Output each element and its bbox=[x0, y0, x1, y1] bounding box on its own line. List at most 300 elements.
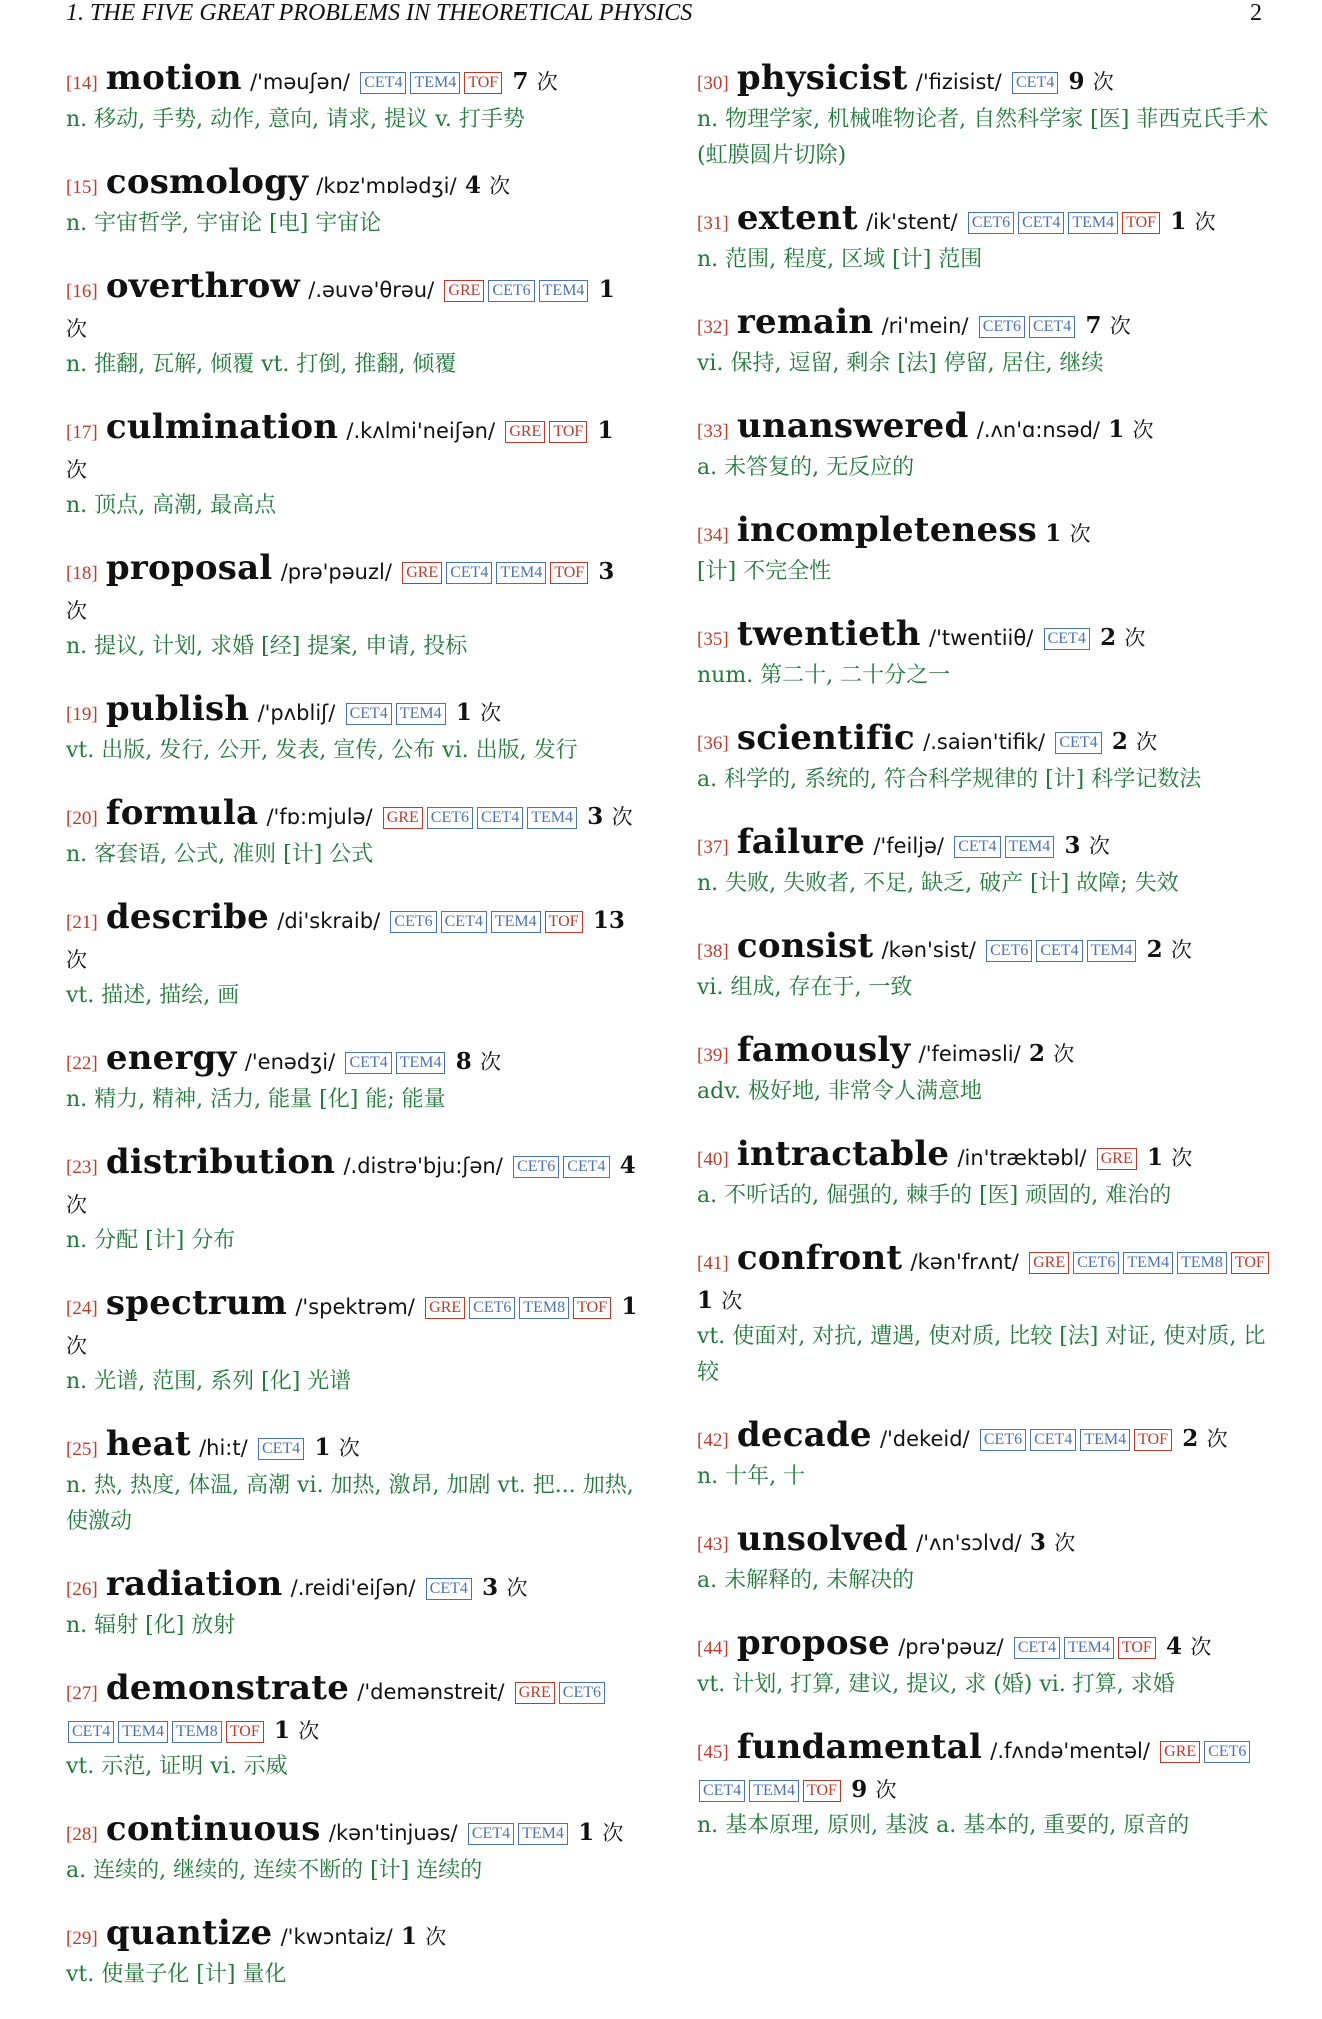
entry-head bbox=[697, 1417, 1272, 1459]
entry-head bbox=[697, 1625, 1272, 1667]
entry-head bbox=[66, 409, 640, 488]
exam-tag-cet4: CET4 bbox=[441, 911, 487, 933]
exam-tag-cet6: CET6 bbox=[513, 1156, 559, 1178]
exam-tag-tem4: TEM4 bbox=[527, 807, 577, 829]
vocab-entry bbox=[697, 824, 1272, 902]
count-unit: 次 bbox=[1124, 626, 1146, 650]
entry-head bbox=[697, 1521, 1272, 1563]
occurrence-count: 1 bbox=[597, 417, 614, 444]
entry-head bbox=[66, 1426, 640, 1468]
entry-head bbox=[66, 1670, 640, 1749]
exam-tag-cet6: CET6 bbox=[986, 940, 1032, 962]
exam-tag-cet4: CET4 bbox=[563, 1156, 609, 1178]
occurrence-count: 1 bbox=[598, 276, 615, 303]
exam-tag-cet6: CET6 bbox=[979, 316, 1025, 338]
count-unit: 次 bbox=[1171, 1146, 1193, 1170]
exam-tag-tem4: TEM4 bbox=[1064, 1637, 1114, 1659]
entry-index: [22] bbox=[66, 1053, 98, 1074]
entry-index: [27] bbox=[66, 1683, 98, 1704]
phonetic: /'feiljə/ bbox=[873, 834, 945, 858]
exam-tag-gre: GRE bbox=[515, 1682, 555, 1704]
entry-index: [26] bbox=[66, 1579, 98, 1600]
exam-tag-tem4: TEM4 bbox=[1123, 1252, 1173, 1274]
exam-tag-cet4: CET4 bbox=[468, 1823, 514, 1845]
definition: n. 热, 热度, 体温, 高潮 vi. 加热, 激昂, 加剧 vt. 把... 加热, 使激动 bbox=[66, 1473, 634, 1534]
exam-tag-cet4: CET4 bbox=[68, 1721, 114, 1743]
entry-head bbox=[697, 928, 1272, 970]
entry-index: [41] bbox=[697, 1253, 729, 1274]
count-unit: 次 bbox=[1190, 1635, 1212, 1659]
vocab-entry bbox=[697, 1136, 1272, 1214]
phonetic: /'məuʃən/ bbox=[250, 70, 350, 94]
exam-tag-tof: TOF bbox=[573, 1297, 611, 1319]
entry-index: [20] bbox=[66, 808, 98, 829]
phonetic: /hi:t/ bbox=[199, 1436, 248, 1460]
right-column bbox=[697, 60, 1272, 1870]
headword: culmination bbox=[105, 407, 339, 447]
definition: n. 范围, 程度, 区域 [计] 范围 bbox=[697, 247, 983, 272]
definition: vi. 组成, 存在于, 一致 bbox=[697, 975, 913, 1000]
entry-head bbox=[697, 408, 1272, 450]
exam-tag-tem4: TEM4 bbox=[396, 703, 446, 725]
exam-tag-cet4: CET4 bbox=[1044, 628, 1090, 650]
headword: heat bbox=[105, 1424, 191, 1464]
count-unit: 次 bbox=[1170, 938, 1192, 962]
exam-tag-tof: TOF bbox=[550, 562, 588, 584]
phonetic: /ri'mein/ bbox=[881, 314, 969, 338]
exam-tag-gre: GRE bbox=[1097, 1148, 1137, 1170]
definition: num. 第二十, 二十分之一 bbox=[697, 663, 951, 688]
entry-head bbox=[66, 1915, 640, 1957]
phonetic: /prə'pəuz/ bbox=[898, 1635, 1004, 1659]
vocab-entry bbox=[66, 1144, 640, 1259]
exam-tag-tem4: TEM4 bbox=[539, 280, 589, 302]
exam-tag-cet4: CET4 bbox=[258, 1438, 304, 1460]
count-unit: 次 bbox=[1194, 210, 1216, 234]
entry-index: [34] bbox=[697, 525, 729, 546]
phonetic: /'demənstreit/ bbox=[357, 1680, 505, 1704]
count-unit: 次 bbox=[66, 599, 87, 623]
occurrence-count: 8 bbox=[455, 1048, 472, 1075]
headword: motion bbox=[105, 58, 242, 98]
vocab-entry bbox=[66, 1426, 640, 1540]
entry-index: [43] bbox=[697, 1534, 729, 1555]
exam-tag-cet4: CET4 bbox=[1030, 1429, 1076, 1451]
headword: describe bbox=[105, 897, 270, 937]
count-unit: 次 bbox=[1069, 522, 1091, 546]
exam-tag-cet6: CET6 bbox=[1204, 1741, 1250, 1763]
entry-index: [31] bbox=[697, 213, 729, 234]
occurrence-count: 1 bbox=[621, 1293, 638, 1320]
definition: a. 科学的, 系统的, 符合科学规律的 [计] 科学记数法 bbox=[697, 767, 1202, 792]
definition: n. 辐射 [化] 放射 bbox=[66, 1613, 236, 1638]
exam-tag-tof: TOF bbox=[1118, 1637, 1156, 1659]
exam-tag-tem8: TEM8 bbox=[519, 1297, 569, 1319]
occurrence-count: 3 bbox=[598, 558, 615, 585]
vocab-entry bbox=[697, 1625, 1272, 1703]
phonetic: /'spektrəm/ bbox=[295, 1295, 415, 1319]
exam-tag-cet4: CET4 bbox=[360, 72, 406, 94]
vocab-entry bbox=[66, 795, 640, 873]
headword: decade bbox=[736, 1415, 872, 1455]
vocab-entry bbox=[66, 1915, 640, 1993]
exam-tag-tof: TOF bbox=[1134, 1429, 1172, 1451]
entry-head bbox=[697, 512, 1272, 554]
occurrence-count: 3 bbox=[1029, 1529, 1046, 1556]
headword: fundamental bbox=[736, 1727, 982, 1767]
occurrence-count: 3 bbox=[1064, 832, 1081, 859]
exam-tag-cet4: CET4 bbox=[426, 1578, 472, 1600]
headword: remain bbox=[736, 302, 874, 342]
vocab-entry bbox=[66, 899, 640, 1014]
occurrence-count: 2 bbox=[1100, 624, 1117, 651]
vocab-entry bbox=[697, 200, 1272, 278]
entry-index: [29] bbox=[66, 1928, 98, 1949]
exam-tag-gre: GRE bbox=[1029, 1252, 1069, 1274]
occurrence-count: 9 bbox=[851, 1776, 868, 1803]
definition: vt. 出版, 发行, 公开, 发表, 宣传, 公布 vi. 出版, 发行 bbox=[66, 738, 578, 763]
headword: demonstrate bbox=[105, 1668, 350, 1708]
exam-tag-tem4: TEM4 bbox=[491, 911, 541, 933]
phonetic: /.distrə'bju:ʃən/ bbox=[343, 1154, 503, 1178]
phonetic: /in'træktəbl/ bbox=[957, 1146, 1087, 1170]
exam-tag-tof: TOF bbox=[803, 1780, 841, 1802]
page-number: 2 bbox=[1250, 0, 1262, 26]
exam-tag-cet6: CET6 bbox=[968, 212, 1014, 234]
phonetic: /'enədʒi/ bbox=[244, 1050, 336, 1074]
headword: twentieth bbox=[736, 614, 921, 654]
definition: n. 基本原理, 原则, 基波 a. 基本的, 重要的, 原音的 bbox=[697, 1813, 1190, 1838]
count-unit: 次 bbox=[66, 948, 87, 972]
entry-index: [24] bbox=[66, 1298, 98, 1319]
entry-index: [25] bbox=[66, 1439, 98, 1460]
definition: n. 光谱, 范围, 系列 [化] 光谱 bbox=[66, 1369, 352, 1394]
entry-head bbox=[66, 899, 640, 978]
phonetic: /'feiməsli/ bbox=[918, 1042, 1021, 1066]
exam-tag-tem4: TEM4 bbox=[410, 72, 460, 94]
exam-tag-tof: TOF bbox=[545, 911, 583, 933]
vocab-entry bbox=[66, 1040, 640, 1118]
vocab-entry bbox=[66, 691, 640, 769]
entry-head bbox=[66, 164, 640, 206]
entry-index: [37] bbox=[697, 837, 729, 858]
vocab-entry bbox=[66, 550, 640, 665]
entry-index: [45] bbox=[697, 1742, 729, 1763]
exam-tag-tem4: TEM4 bbox=[1080, 1429, 1130, 1451]
exam-tag-tem8: TEM8 bbox=[1177, 1252, 1227, 1274]
exam-tag-cet6: CET6 bbox=[427, 807, 473, 829]
count-unit: 次 bbox=[480, 701, 502, 725]
count-unit: 次 bbox=[1088, 834, 1110, 858]
entry-head bbox=[697, 1240, 1272, 1319]
occurrence-count: 2 bbox=[1146, 936, 1163, 963]
entry-head bbox=[66, 1285, 640, 1364]
headword: energy bbox=[105, 1038, 237, 1078]
headword: propose bbox=[736, 1623, 890, 1663]
occurrence-count: 1 bbox=[1147, 1144, 1164, 1171]
definition: n. 顶点, 高潮, 最高点 bbox=[66, 493, 277, 518]
count-unit: 次 bbox=[602, 1821, 624, 1845]
headword: unanswered bbox=[736, 406, 969, 446]
definition: n. 提议, 计划, 求婚 [经] 提案, 申请, 投标 bbox=[66, 634, 468, 659]
vocab-entry bbox=[697, 1417, 1272, 1495]
count-unit: 次 bbox=[489, 174, 511, 198]
headword: unsolved bbox=[736, 1519, 908, 1559]
definition: vt. 使量子化 [计] 量化 bbox=[66, 1962, 287, 1987]
vocab-entry bbox=[697, 720, 1272, 798]
count-unit: 次 bbox=[1136, 730, 1158, 754]
occurrence-count: 13 bbox=[592, 907, 625, 934]
headword: continuous bbox=[105, 1809, 321, 1849]
entry-head bbox=[66, 1566, 640, 1608]
occurrence-count: 1 bbox=[1108, 416, 1125, 443]
exam-tag-cet4: CET4 bbox=[1029, 316, 1075, 338]
vocab-entry bbox=[66, 409, 640, 524]
vocab-entry bbox=[66, 164, 640, 242]
headword: intractable bbox=[736, 1134, 950, 1174]
entry-index: [42] bbox=[697, 1430, 729, 1451]
exam-tag-cet4: CET4 bbox=[1018, 212, 1064, 234]
exam-tag-tof: TOF bbox=[1231, 1252, 1269, 1274]
occurrence-count: 3 bbox=[482, 1574, 499, 1601]
entry-index: [38] bbox=[697, 941, 729, 962]
phonetic: /'pʌbliʃ/ bbox=[257, 701, 336, 725]
definition: a. 连续的, 继续的, 连续不断的 [计] 连续的 bbox=[66, 1858, 483, 1883]
occurrence-count: 1 bbox=[400, 1923, 417, 1950]
headword: scientific bbox=[736, 718, 915, 758]
entry-head bbox=[697, 60, 1272, 102]
headword: cosmology bbox=[105, 162, 309, 202]
headword: spectrum bbox=[105, 1283, 288, 1323]
phonetic: /.kʌlmi'neiʃən/ bbox=[346, 419, 496, 443]
occurrence-count: 4 bbox=[464, 172, 481, 199]
count-unit: 次 bbox=[338, 1436, 360, 1460]
definition: n. 移动, 手势, 动作, 意向, 请求, 提议 v. 打手势 bbox=[66, 107, 525, 132]
occurrence-count: 1 bbox=[455, 699, 472, 726]
count-unit: 次 bbox=[1206, 1427, 1228, 1451]
entry-head bbox=[66, 268, 640, 347]
exam-tag-tof: TOF bbox=[464, 72, 502, 94]
entry-index: [32] bbox=[697, 317, 729, 338]
definition: n. 客套语, 公式, 准则 [计] 公式 bbox=[66, 842, 374, 867]
vocab-entry bbox=[66, 268, 640, 383]
count-unit: 次 bbox=[1132, 418, 1154, 442]
definition: adv. 极好地, 非常令人满意地 bbox=[697, 1079, 982, 1104]
exam-tag-tem4: TEM4 bbox=[1005, 836, 1055, 858]
exam-tag-cet6: CET6 bbox=[488, 280, 534, 302]
occurrence-count: 1 bbox=[1045, 520, 1062, 547]
exam-tag-gre: GRE bbox=[505, 421, 545, 443]
entry-index: [39] bbox=[697, 1045, 729, 1066]
entry-index: [30] bbox=[697, 73, 729, 94]
exam-tag-cet4: CET4 bbox=[1036, 940, 1082, 962]
occurrence-count: 1 bbox=[697, 1287, 714, 1314]
entry-head bbox=[66, 1144, 640, 1223]
entry-head bbox=[697, 1136, 1272, 1178]
entry-index: [40] bbox=[697, 1149, 729, 1170]
count-unit: 次 bbox=[1092, 70, 1114, 94]
count-unit: 次 bbox=[536, 70, 558, 94]
definition: vt. 描述, 描绘, 画 bbox=[66, 983, 240, 1008]
phonetic: /.fʌndə'mentəl/ bbox=[990, 1739, 1150, 1763]
exam-tag-tem8: TEM8 bbox=[172, 1721, 222, 1743]
entry-index: [15] bbox=[66, 177, 98, 198]
count-unit: 次 bbox=[1053, 1042, 1075, 1066]
entry-head bbox=[66, 691, 640, 733]
occurrence-count: 1 bbox=[578, 1819, 595, 1846]
vocab-entry bbox=[697, 60, 1272, 174]
entry-index: [44] bbox=[697, 1638, 729, 1659]
vocab-entry bbox=[697, 1729, 1272, 1844]
left-column bbox=[66, 60, 640, 2019]
definition: n. 失败, 失败者, 不足, 缺乏, 破产 [计] 故障; 失效 bbox=[697, 871, 1179, 896]
count-unit: 次 bbox=[66, 1193, 87, 1217]
exam-tag-gre: GRE bbox=[444, 280, 484, 302]
exam-tag-cet4: CET4 bbox=[345, 1052, 391, 1074]
phonetic: /kən'tinjuəs/ bbox=[328, 1821, 458, 1845]
definition: n. 物理学家, 机械唯物论者, 自然科学家 [医] 菲西克氏手术 (虹膜圆片切除) bbox=[697, 107, 1269, 168]
occurrence-count: 4 bbox=[619, 1152, 636, 1179]
phonetic: /di'skraib/ bbox=[277, 909, 381, 933]
headword: publish bbox=[105, 689, 250, 729]
count-unit: 次 bbox=[66, 1334, 87, 1358]
phonetic: /.ʌn'ɑ:nsəd/ bbox=[976, 418, 1100, 442]
page-header bbox=[66, 0, 1262, 28]
exam-tag-gre: GRE bbox=[425, 1297, 465, 1319]
vocab-entry bbox=[697, 1032, 1272, 1110]
exam-tag-gre: GRE bbox=[402, 562, 442, 584]
headword: overthrow bbox=[105, 266, 300, 306]
definition: a. 未解释的, 未解决的 bbox=[697, 1568, 915, 1593]
headword: extent bbox=[736, 198, 858, 238]
occurrence-count: 2 bbox=[1182, 1425, 1199, 1452]
phonetic: /'ʌn'sɔlvd/ bbox=[916, 1531, 1022, 1555]
entry-index: [33] bbox=[697, 421, 729, 442]
occurrence-count: 7 bbox=[512, 68, 529, 95]
entry-head bbox=[66, 1040, 640, 1082]
occurrence-count: 1 bbox=[1170, 208, 1187, 235]
occurrence-count: 4 bbox=[1166, 1633, 1183, 1660]
headword: incompleteness bbox=[736, 510, 1038, 550]
phonetic: /.əuvə'θrəu/ bbox=[308, 278, 435, 302]
exam-tag-gre: GRE bbox=[383, 807, 423, 829]
entry-index: [18] bbox=[66, 563, 98, 584]
occurrence-count: 1 bbox=[273, 1717, 290, 1744]
phonetic: /prə'pəuzl/ bbox=[280, 560, 392, 584]
definition: n. 分配 [计] 分布 bbox=[66, 1228, 236, 1253]
exam-tag-cet4: CET4 bbox=[1014, 1637, 1060, 1659]
headword: radiation bbox=[105, 1564, 283, 1604]
entry-head bbox=[697, 1729, 1272, 1808]
definition: n. 精力, 精神, 活力, 能量 [化] 能; 能量 bbox=[66, 1087, 446, 1112]
phonetic: /ik'stent/ bbox=[866, 210, 958, 234]
headword: distribution bbox=[105, 1142, 336, 1182]
exam-tag-cet6: CET6 bbox=[980, 1429, 1026, 1451]
occurrence-count: 7 bbox=[1085, 312, 1102, 339]
vocab-entry bbox=[697, 1240, 1272, 1391]
vocab-entry bbox=[697, 408, 1272, 486]
phonetic: /'fizisist/ bbox=[915, 70, 1002, 94]
vocab-entry bbox=[697, 928, 1272, 1006]
entry-head bbox=[697, 824, 1272, 866]
entry-index: [36] bbox=[697, 733, 729, 754]
entry-index: [17] bbox=[66, 422, 98, 443]
count-unit: 次 bbox=[611, 805, 633, 829]
exam-tag-tem4: TEM4 bbox=[496, 562, 546, 584]
definition: n. 推翻, 瓦解, 倾覆 vt. 打倒, 推翻, 倾覆 bbox=[66, 352, 457, 377]
definition: n. 十年, 十 bbox=[697, 1464, 806, 1489]
vocab-entry bbox=[66, 1285, 640, 1400]
occurrence-count: 1 bbox=[314, 1434, 331, 1461]
count-unit: 次 bbox=[721, 1289, 743, 1313]
exam-tag-cet4: CET4 bbox=[446, 562, 492, 584]
headword: failure bbox=[736, 822, 866, 862]
vocab-entry bbox=[697, 1521, 1272, 1599]
occurrence-count: 2 bbox=[1028, 1040, 1045, 1067]
occurrence-count: 2 bbox=[1111, 728, 1128, 755]
entry-index: [19] bbox=[66, 704, 98, 725]
exam-tag-cet6: CET6 bbox=[390, 911, 436, 933]
definition: a. 不听话的, 倔强的, 棘手的 [医] 顽固的, 难治的 bbox=[697, 1183, 1172, 1208]
exam-tag-cet4: CET4 bbox=[699, 1780, 745, 1802]
vocab-entry bbox=[697, 304, 1272, 382]
vocab-entry bbox=[697, 512, 1272, 590]
count-unit: 次 bbox=[425, 1925, 447, 1949]
entry-index: [23] bbox=[66, 1157, 98, 1178]
phonetic: /kən'frʌnt/ bbox=[910, 1250, 1019, 1274]
entry-index: [28] bbox=[66, 1824, 98, 1845]
phonetic: /'twentiiθ/ bbox=[929, 626, 1034, 650]
exam-tag-cet6: CET6 bbox=[469, 1297, 515, 1319]
phonetic: /kən'sist/ bbox=[881, 938, 976, 962]
entry-head bbox=[697, 1032, 1272, 1074]
exam-tag-cet4: CET4 bbox=[477, 807, 523, 829]
entry-head bbox=[697, 304, 1272, 346]
exam-tag-tem4: TEM4 bbox=[1087, 940, 1137, 962]
entry-index: [16] bbox=[66, 281, 98, 302]
definition: vt. 计划, 打算, 建议, 提议, 求 (婚) vi. 打算, 求婚 bbox=[697, 1672, 1175, 1697]
count-unit: 次 bbox=[298, 1719, 320, 1743]
exam-tag-tof: TOF bbox=[549, 421, 587, 443]
entry-index: [21] bbox=[66, 912, 98, 933]
exam-tag-tem4: TEM4 bbox=[1068, 212, 1118, 234]
phonetic: /'fɒ:mjulə/ bbox=[266, 805, 373, 829]
entry-head bbox=[66, 1811, 640, 1853]
exam-tag-cet4: CET4 bbox=[1012, 72, 1058, 94]
exam-tag-cet4: CET4 bbox=[1055, 732, 1101, 754]
vocab-entry bbox=[66, 1670, 640, 1785]
entry-head bbox=[697, 200, 1272, 242]
count-unit: 次 bbox=[480, 1050, 502, 1074]
count-unit: 次 bbox=[66, 317, 87, 341]
entry-head bbox=[66, 60, 640, 102]
exam-tag-gre: GRE bbox=[1160, 1741, 1200, 1763]
exam-tag-tem4: TEM4 bbox=[396, 1052, 446, 1074]
entry-index: [14] bbox=[66, 73, 98, 94]
phonetic: /.reidi'eiʃən/ bbox=[290, 1576, 416, 1600]
entry-head bbox=[697, 720, 1272, 762]
phonetic: /kɒz'mɒlədʒi/ bbox=[316, 174, 457, 198]
phonetic: /'dekeid/ bbox=[879, 1427, 970, 1451]
count-unit: 次 bbox=[506, 1576, 528, 1600]
entry-head bbox=[697, 616, 1272, 658]
definition: n. 宇宙哲学, 宇宙论 [电] 宇宙论 bbox=[66, 211, 382, 236]
exam-tag-tem4: TEM4 bbox=[118, 1721, 168, 1743]
exam-tag-tof: TOF bbox=[226, 1721, 264, 1743]
definition: [计] 不完全性 bbox=[697, 559, 832, 584]
count-unit: 次 bbox=[1054, 1531, 1076, 1555]
exam-tag-tem4: TEM4 bbox=[749, 1780, 799, 1802]
